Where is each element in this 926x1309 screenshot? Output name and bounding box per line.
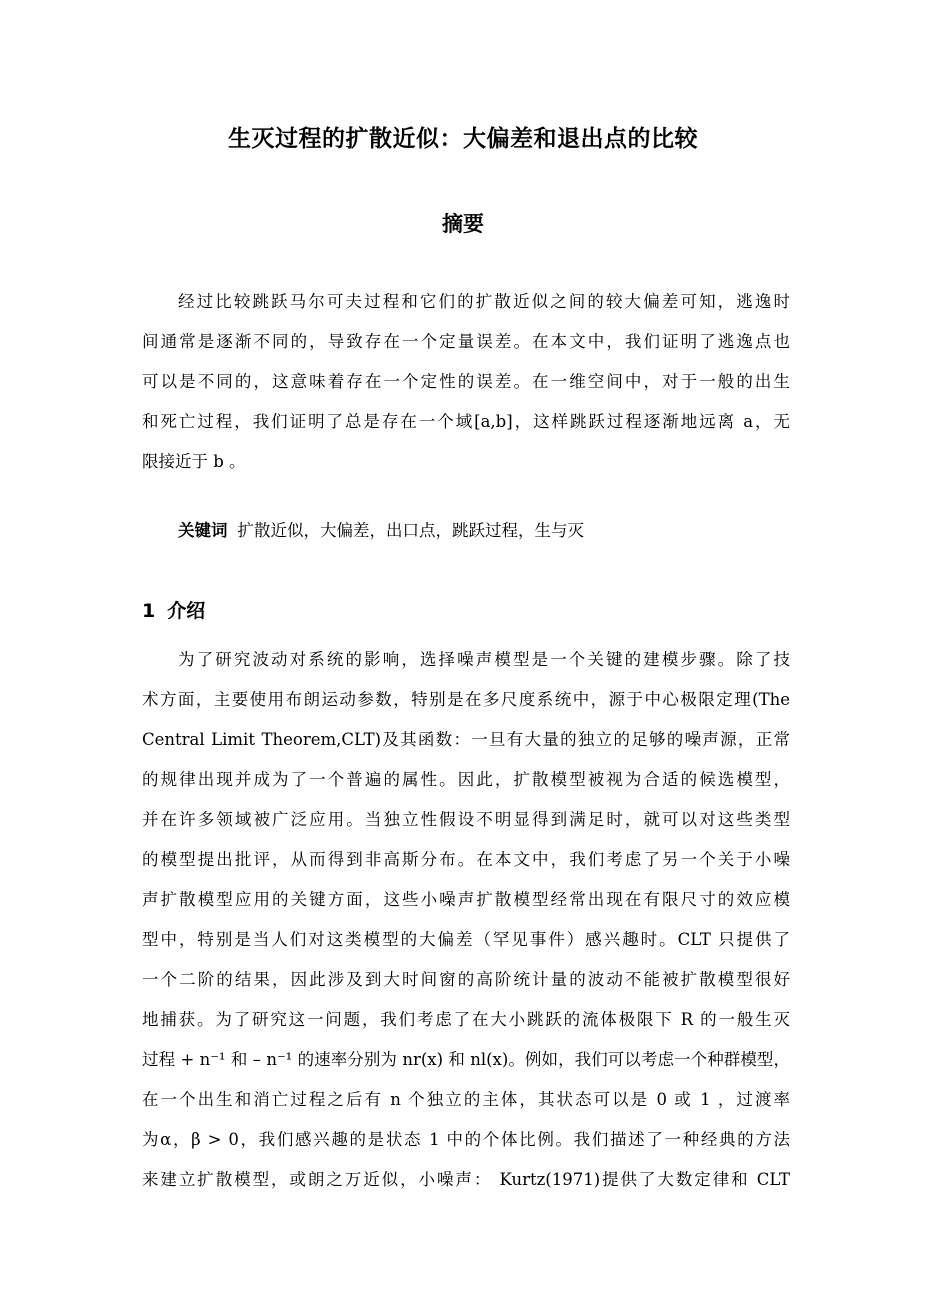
abstract-heading: 摘要: [442, 212, 484, 236]
abstract-line: 限接近于 b 。: [142, 452, 246, 471]
body-line: 并在许多领域被广泛应用。当独立性假设不明显得到满足时，就可以对这些类型: [142, 810, 790, 829]
body-line: 术方面，主要使用布朗运动参数，特别是在多尺度系统中，源于中心极限定理(The: [142, 690, 790, 709]
body-line: Central Limit Theorem,CLT)及其函数：一旦有大量的独立的足够的噪声源，正常: [142, 730, 790, 749]
abstract-paragraph: [142, 282, 790, 482]
abstract-line: 可以是不同的，这意味着存在一个定性的误差。在一维空间中，对于一般的出生: [142, 372, 790, 391]
abstract-line: 经过比较跳跃马尔可夫过程和它们的扩散近似之间的较大偏差可知，逃逸时: [178, 292, 790, 311]
body-line: 在一个出生和消亡过程之后有 n 个独立的主体，其状态可以是 0 或 1 ，过渡率: [142, 1090, 790, 1109]
body-line: 的规律出现并成为了一个普遍的属性。因此，扩散模型被视为合适的候选模型，: [142, 770, 790, 789]
body-line: 声扩散模型应用的关键方面，这些小噪声扩散模型经常出现在有限尺寸的效应模: [142, 890, 790, 909]
body-line: 的模型提出批评，从而得到非高斯分布。在本文中，我们考虑了另一个关于小噪: [142, 850, 790, 869]
abstract-line: 和死亡过程，我们证明了总是存在一个域[a,b]，这样跳跃过程逐渐地远离 a，无: [142, 412, 790, 431]
body-line: 地捕获。为了研究这一问题，我们考虑了在大小跳跃的流体极限下 R 的一般生灭: [142, 1010, 790, 1029]
keywords: [178, 515, 584, 547]
section-heading-introduction: [142, 596, 205, 623]
body-line: 为α，β > 0，我们感兴趣的是状态 1 中的个体比例。我们描述了一种经典的方法: [142, 1130, 790, 1149]
body-line: 过程 + n⁻¹ 和 – n⁻¹ 的速率分别为 nr(x) 和 nl(x)。例如，我们可以考虑一个种群模型，: [142, 1050, 790, 1069]
keywords-text: 扩散近似，大偏差，出口点，跳跃过程，生与灭: [237, 521, 584, 540]
abstract-line: 间通常是逐渐不同的，导致存在一个定量误差。在本文中，我们证明了逃逸点也: [142, 332, 790, 351]
section-number: 1: [142, 600, 156, 622]
body-line: 为了研究波动对系统的影响，选择噪声模型是一个关键的建模步骤。除了技: [178, 650, 790, 669]
body-line: 来建立扩散模型，或朗之万近似，小噪声： Kurtz(1971)提供了大数定律和 CLT: [142, 1170, 790, 1189]
body-line: 型中，特别是当人们对这类模型的大偏差（罕见事件）感兴趣时。CLT 只提供了: [142, 930, 790, 949]
introduction-paragraph: [142, 640, 790, 1200]
keywords-label: 关键词: [178, 521, 228, 540]
body-line: 一个二阶的结果，因此涉及到大时间窗的高阶统计量的波动不能被扩散模型很好: [142, 970, 790, 989]
section-title: 介绍: [167, 600, 206, 622]
paper-title: 生灭过程的扩散近似：大偏差和退出点的比较: [228, 126, 698, 152]
